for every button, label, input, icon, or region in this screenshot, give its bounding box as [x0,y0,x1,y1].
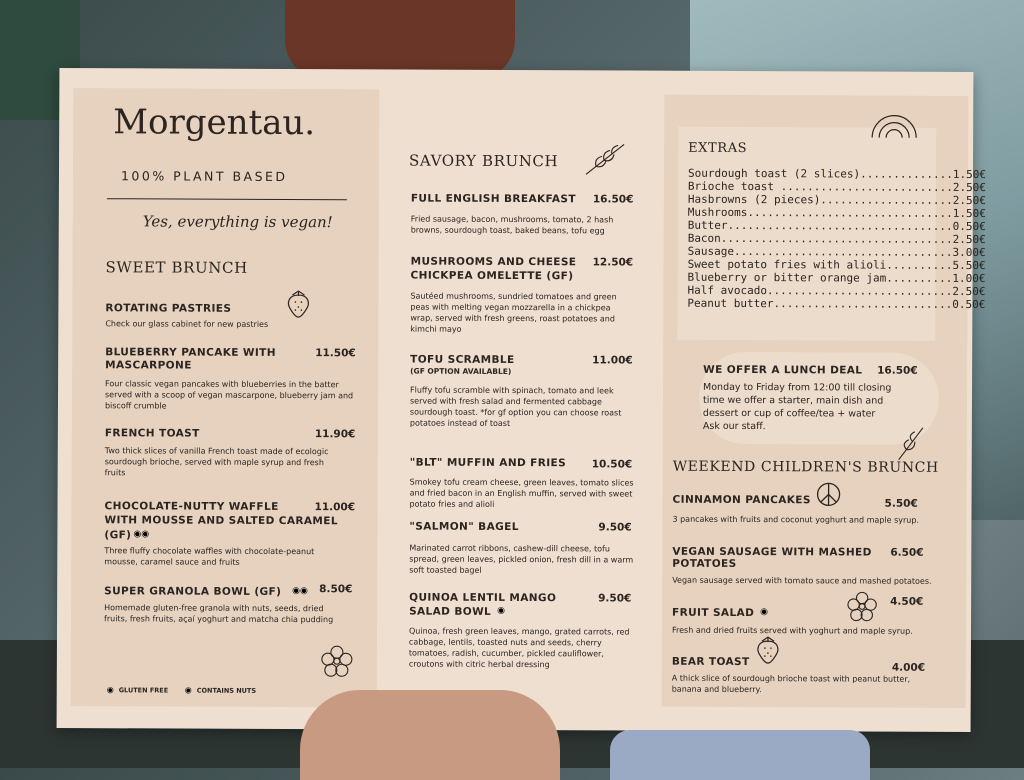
item-name: VEGAN SAUSAGE WITH MASHED [672,545,872,559]
item-name: FRENCH TOAST [104,427,200,440]
strawberry-icon [754,635,782,665]
lunch-line: Ask our staff. [702,420,766,433]
item-desc: Sautéed mushrooms, sundried tomatoes and green peas with melting vegan mozzarella in a chickpea wrap, served with fresh greens, roast potatoes and kimchi mayo [410,291,617,334]
extras-row: Blueberry or bitter orange jam..........1.00€ [687,270,986,286]
sweet-brunch-panel [71,88,380,707]
item-desc: 3 pancakes with fruits and coconut yoghurt and maple syrup. [672,514,919,525]
peace-icon [816,481,842,507]
extras-row: Bacon...................................2.50€ [687,231,986,247]
menu-card [57,68,987,732]
nuts-icon: ◉ [497,605,505,616]
nuts-icon: ◉ [760,607,768,618]
item-price: 4.00€ [891,661,926,674]
item-price: 9.50€ [598,521,632,534]
item-desc: Fried sausage, bacon, mushrooms, tomato, 2 hash browns, sourdough toast, baked beans, tofu egg [410,214,614,236]
brand-tagline: 100% PLANT BASED [120,168,288,185]
item-desc: Check our glass cabinet for new pastries [105,319,269,329]
item-name: FULL ENGLISH BREAKFAST [410,192,576,206]
item-name: BLUEBERRY PANCAKE WITH [105,346,276,359]
gluten-free-icon: ◉ [106,685,114,695]
brand-slogan: Yes, everything is vegan! [142,212,333,232]
item-name: SUPER GRANOLA BOWL (GF) [104,585,282,598]
item-price: 12.50€ [592,256,634,269]
extras-box [677,127,987,341]
item-desc: Four classic vegan pancakes with blueberries in the batter served with a scoop of vegan mascarpone, blueberry jam and biscoff crumble [104,379,354,411]
item-name: ROTATING PASTRIES [105,302,232,315]
nuts-icon: ◉ [184,685,192,695]
item-name-line2: (GF OPTION AVAILABLE) [410,366,512,376]
extras-row: Brioche toast ..........................2.50€ [687,179,986,195]
extras-row: Sourdough toast (2 slices)..............1.50€ [687,166,987,182]
extras-and-kids-panel [662,95,987,708]
extras-row: Mushrooms...............................1.50€ [687,205,986,221]
leaf-branch-icon [897,426,927,462]
item-price: 11.00€ [314,501,356,514]
section-title-extras: EXTRAS [688,140,748,157]
item-price: 5.50€ [884,497,918,510]
item-name: BEAR TOAST [671,655,750,669]
item-name-line2: POTATOES [672,557,737,570]
lunch-title: WE OFFER A LUNCH DEAL [703,363,863,377]
extras-row: Hasbrowns (2 pieces)....................2.50€ [687,192,986,208]
item-name-line2: SALAD BOWL [409,605,492,618]
item-name: "BLT" MUFFIN AND FRIES [409,456,567,470]
strawberry-icon [284,289,312,319]
legend-gluten-free: GLUTEN FREE [118,686,169,695]
item-name-line2: MASCARPONE [105,359,192,372]
section-title-kids: WEEKEND CHILDREN'S BRUNCH [672,458,939,476]
item-name: CINNAMON PANCAKES [672,493,811,507]
extras-row: Peanut butter...........................0.50€ [687,296,986,312]
item-desc: Three fluffy chocolate waffles with chocolate-peanut mousse, caramel sauce and fruits [104,546,315,567]
brand-logo: Morgentau. [113,102,316,144]
item-desc: Homemade gluten-free granola with nuts, seeds, dried fruits, fresh fruits, açaí yoghurt and matcha chia pudding [104,603,334,625]
lunch-line: Monday to Friday from 12:00 till closing [703,381,892,394]
gluten-free-icon: ◉◉ [133,529,150,540]
extras-row: Half avocado............................2.50€ [687,283,986,299]
item-price: 11.00€ [592,354,633,367]
item-price: 9.50€ [598,592,632,605]
item-desc: Vegan sausage served with tomato sauce and mashed potatoes. [672,575,932,586]
item-name: FRUIT SALAD [672,606,755,620]
extras-row: Sausage.................................3.00€ [687,244,986,260]
item-desc: A thick slice of sourdough brioche toast with peanut butter, banana and blueberry. [671,673,911,695]
item-price: 8.50€ [319,583,353,596]
item-price: 11.50€ [315,347,356,360]
leaf-branch-icon [584,142,628,176]
item-name: MUSHROOMS AND CHEESE [410,255,577,269]
item-name-line2: CHICKPEA OMELETTE (GF) [410,269,574,283]
flower-icon [319,643,355,679]
gluten-free-icon: ◉◉ [292,586,308,597]
hand [300,690,560,780]
item-name: "SALMON" BAGEL [409,520,519,534]
flower-icon [845,589,879,623]
item-desc: Two thick slices of vanilla French toast made of ecologic sourdough brioche, served with maple syrup and fresh fruits [104,446,329,478]
item-price: 6.50€ [890,546,924,559]
sleeve [610,730,870,780]
lunch-line: time we offer a starter, main dish and [702,394,884,407]
item-desc: Fluffy tofu scramble with spinach, tomato and leek served with fresh salad and fermented cabbage sourdough toast. *for gf option you can choose roast potatoes instead of toast [409,385,622,428]
extras-row: Sweet potato fries with alioli..........5.50€ [687,257,986,273]
item-price: 16.50€ [592,193,634,206]
background-chair-red [285,0,515,80]
item-desc: Quinoa, fresh green leaves, mango, grated carrots, red cabbage, lentils, toasted nuts and seeds, cherry tomatoes, radish, cucumber, pickled cauliflower, croutons with citric herbal dressing [408,626,630,670]
lunch-price: 16.50€ [877,364,918,377]
section-title-savory: SAVORY BRUNCH [409,151,559,171]
item-name: CHOCOLATE-NUTTY WAFFLE [104,500,279,513]
legend-contains-nuts: CONTAINS NUTS [196,686,257,695]
item-price: 11.90€ [314,428,356,441]
item-name-line3: (GF) [104,529,132,542]
extras-row: Butter..................................0.50€ [687,218,986,234]
item-price: 4.50€ [890,595,924,608]
item-name: QUINOA LENTIL MANGO [409,591,557,605]
item-desc: Fresh and dried fruits served with yoghurt and maple syrup. [671,625,913,636]
item-desc: Marinated carrot ribbons, cashew-dill cheese, tofu spread, green leaves, pickled onion, fresh dill in a warm soft toasted bagel [409,543,634,575]
divider [107,198,347,200]
section-title-sweet: SWEET BRUNCH [105,258,248,277]
item-name-line2: WITH MOUSSE AND SALTED CARAMEL [104,514,338,528]
lunch-line: dessert or cup of coffee/tea + water [702,407,876,420]
rainbow-icon [868,110,920,140]
item-price: 10.50€ [591,458,633,471]
item-desc: Smokey tofu cream cheese, green leaves, tomato slices and fried bacon in an English muffin, served with sweet potato fries and alioli [409,477,634,509]
item-name: TOFU SCRAMBLE [410,353,515,366]
